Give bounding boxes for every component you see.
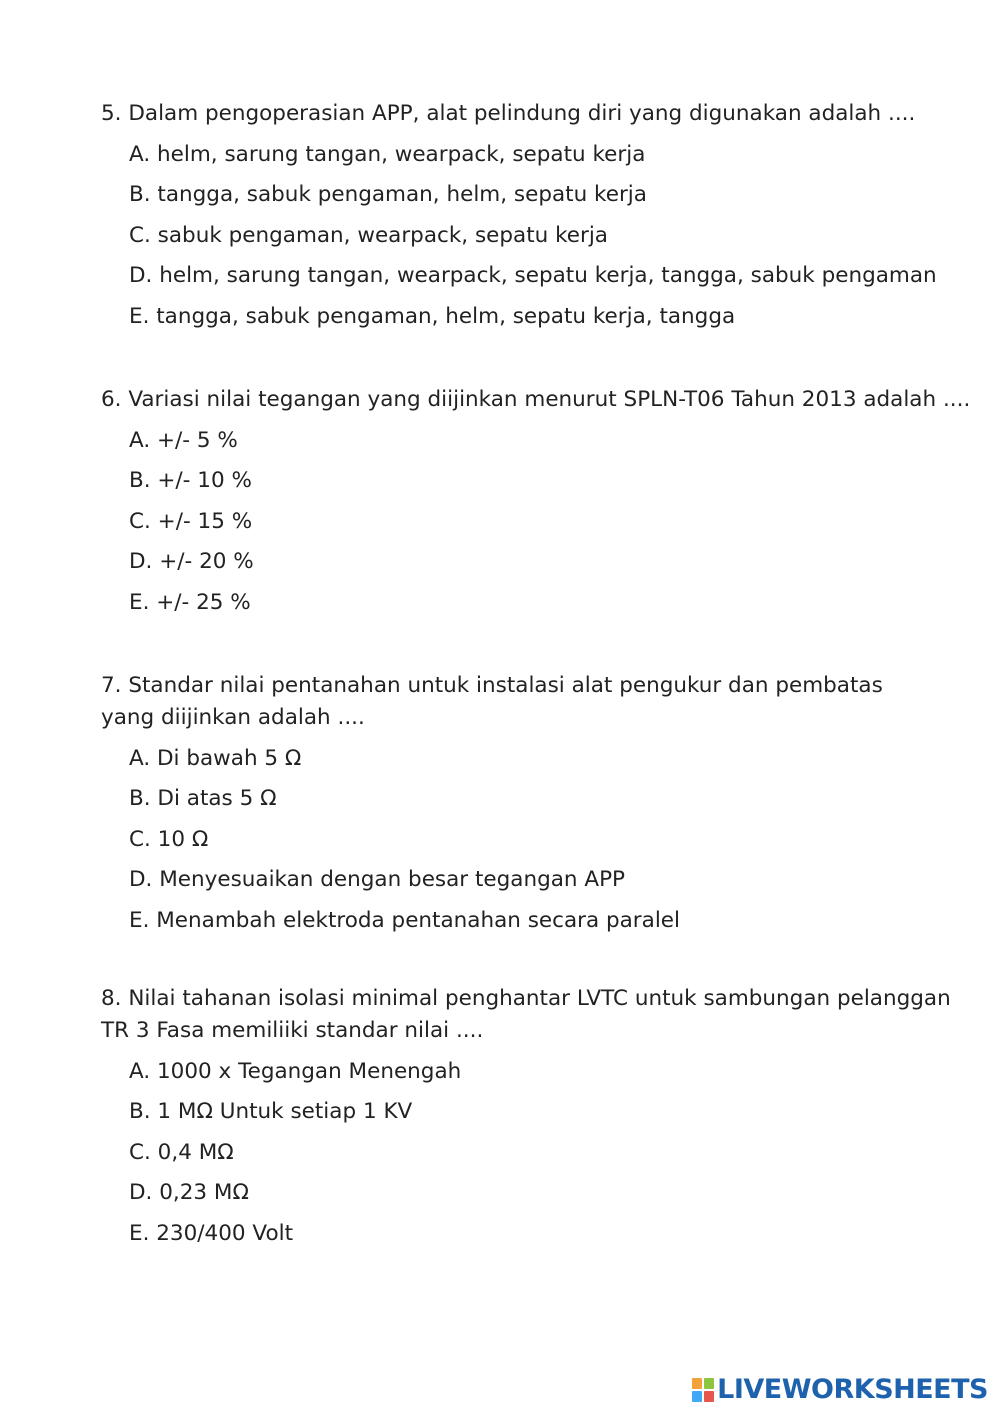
option-a[interactable]: A. Di bawah 5 Ω (129, 745, 302, 771)
option-e[interactable]: E. Menambah elektroda pentanahan secara paralel (129, 907, 681, 933)
option-b[interactable]: B. +/- 10 % (129, 468, 252, 493)
option-e[interactable]: E. 230/400 Volt (129, 1220, 294, 1246)
option-c[interactable]: C. 0,4 MΩ (129, 1139, 234, 1165)
options-list (101, 743, 981, 937)
question-8 (101, 983, 981, 1250)
options-list (101, 1056, 981, 1250)
option-b[interactable]: B. 1 MΩ Untuk setiap 1 KV (129, 1099, 413, 1124)
question-7 (101, 670, 981, 937)
option-d[interactable]: D. Menyesuaikan dengan besar tegangan APP (129, 867, 626, 892)
option-d[interactable]: D. +/- 20 % (129, 549, 254, 574)
logo-block (692, 1378, 702, 1389)
option-e[interactable]: E. +/- 25 % (129, 589, 251, 615)
options-list (101, 139, 981, 333)
option-e[interactable]: E. tangga, sabuk pengaman, helm, sepatu kerja, tangga (129, 303, 736, 329)
option-c[interactable]: C. +/- 15 % (129, 508, 253, 534)
option-a[interactable]: A. 1000 x Tegangan Menengah (129, 1058, 462, 1084)
option-c[interactable]: C. sabuk pengaman, wearpack, sepatu kerja (129, 222, 608, 248)
question-text: 7. Standar nilai pentanahan untuk instalasi alat pengukur dan pembatas yang diijinkan adalah .... (101, 673, 883, 730)
question-6 (101, 384, 981, 619)
option-d[interactable]: D. 0,23 MΩ (129, 1180, 249, 1205)
option-b[interactable]: B. Di atas 5 Ω (129, 786, 277, 811)
option-c[interactable]: C. 10 Ω (129, 826, 209, 852)
question-text: 8. Nilai tahanan isolasi minimal penghantar LVTC untuk sambungan pelanggan TR 3 Fasa memiliiki standar nilai .... (101, 986, 951, 1043)
logo-block (704, 1378, 714, 1389)
question-text: 6. Variasi nilai tegangan yang diijinkan menurut SPLN-T06 Tahun 2013 adalah .... (101, 387, 971, 412)
option-b[interactable]: B. tangga, sabuk pengaman, helm, sepatu kerja (129, 182, 647, 207)
option-d[interactable]: D. helm, sarung tangan, wearpack, sepatu kerja, tangga, sabuk pengaman (129, 263, 937, 288)
options-list (101, 425, 981, 619)
liveworksheets-logo (692, 1372, 988, 1408)
option-a[interactable]: A. helm, sarung tangan, wearpack, sepatu kerja (129, 141, 646, 167)
logo-blocks-icon (692, 1378, 714, 1402)
logo-block (692, 1391, 702, 1402)
logo-block (704, 1391, 714, 1402)
question-5 (101, 98, 981, 333)
option-a[interactable]: A. +/- 5 % (129, 427, 238, 453)
question-text: 5. Dalam pengoperasian APP, alat pelindung diri yang digunakan adalah .... (101, 101, 916, 126)
logo-text: LIVEWORKSHEETS (717, 1374, 988, 1405)
